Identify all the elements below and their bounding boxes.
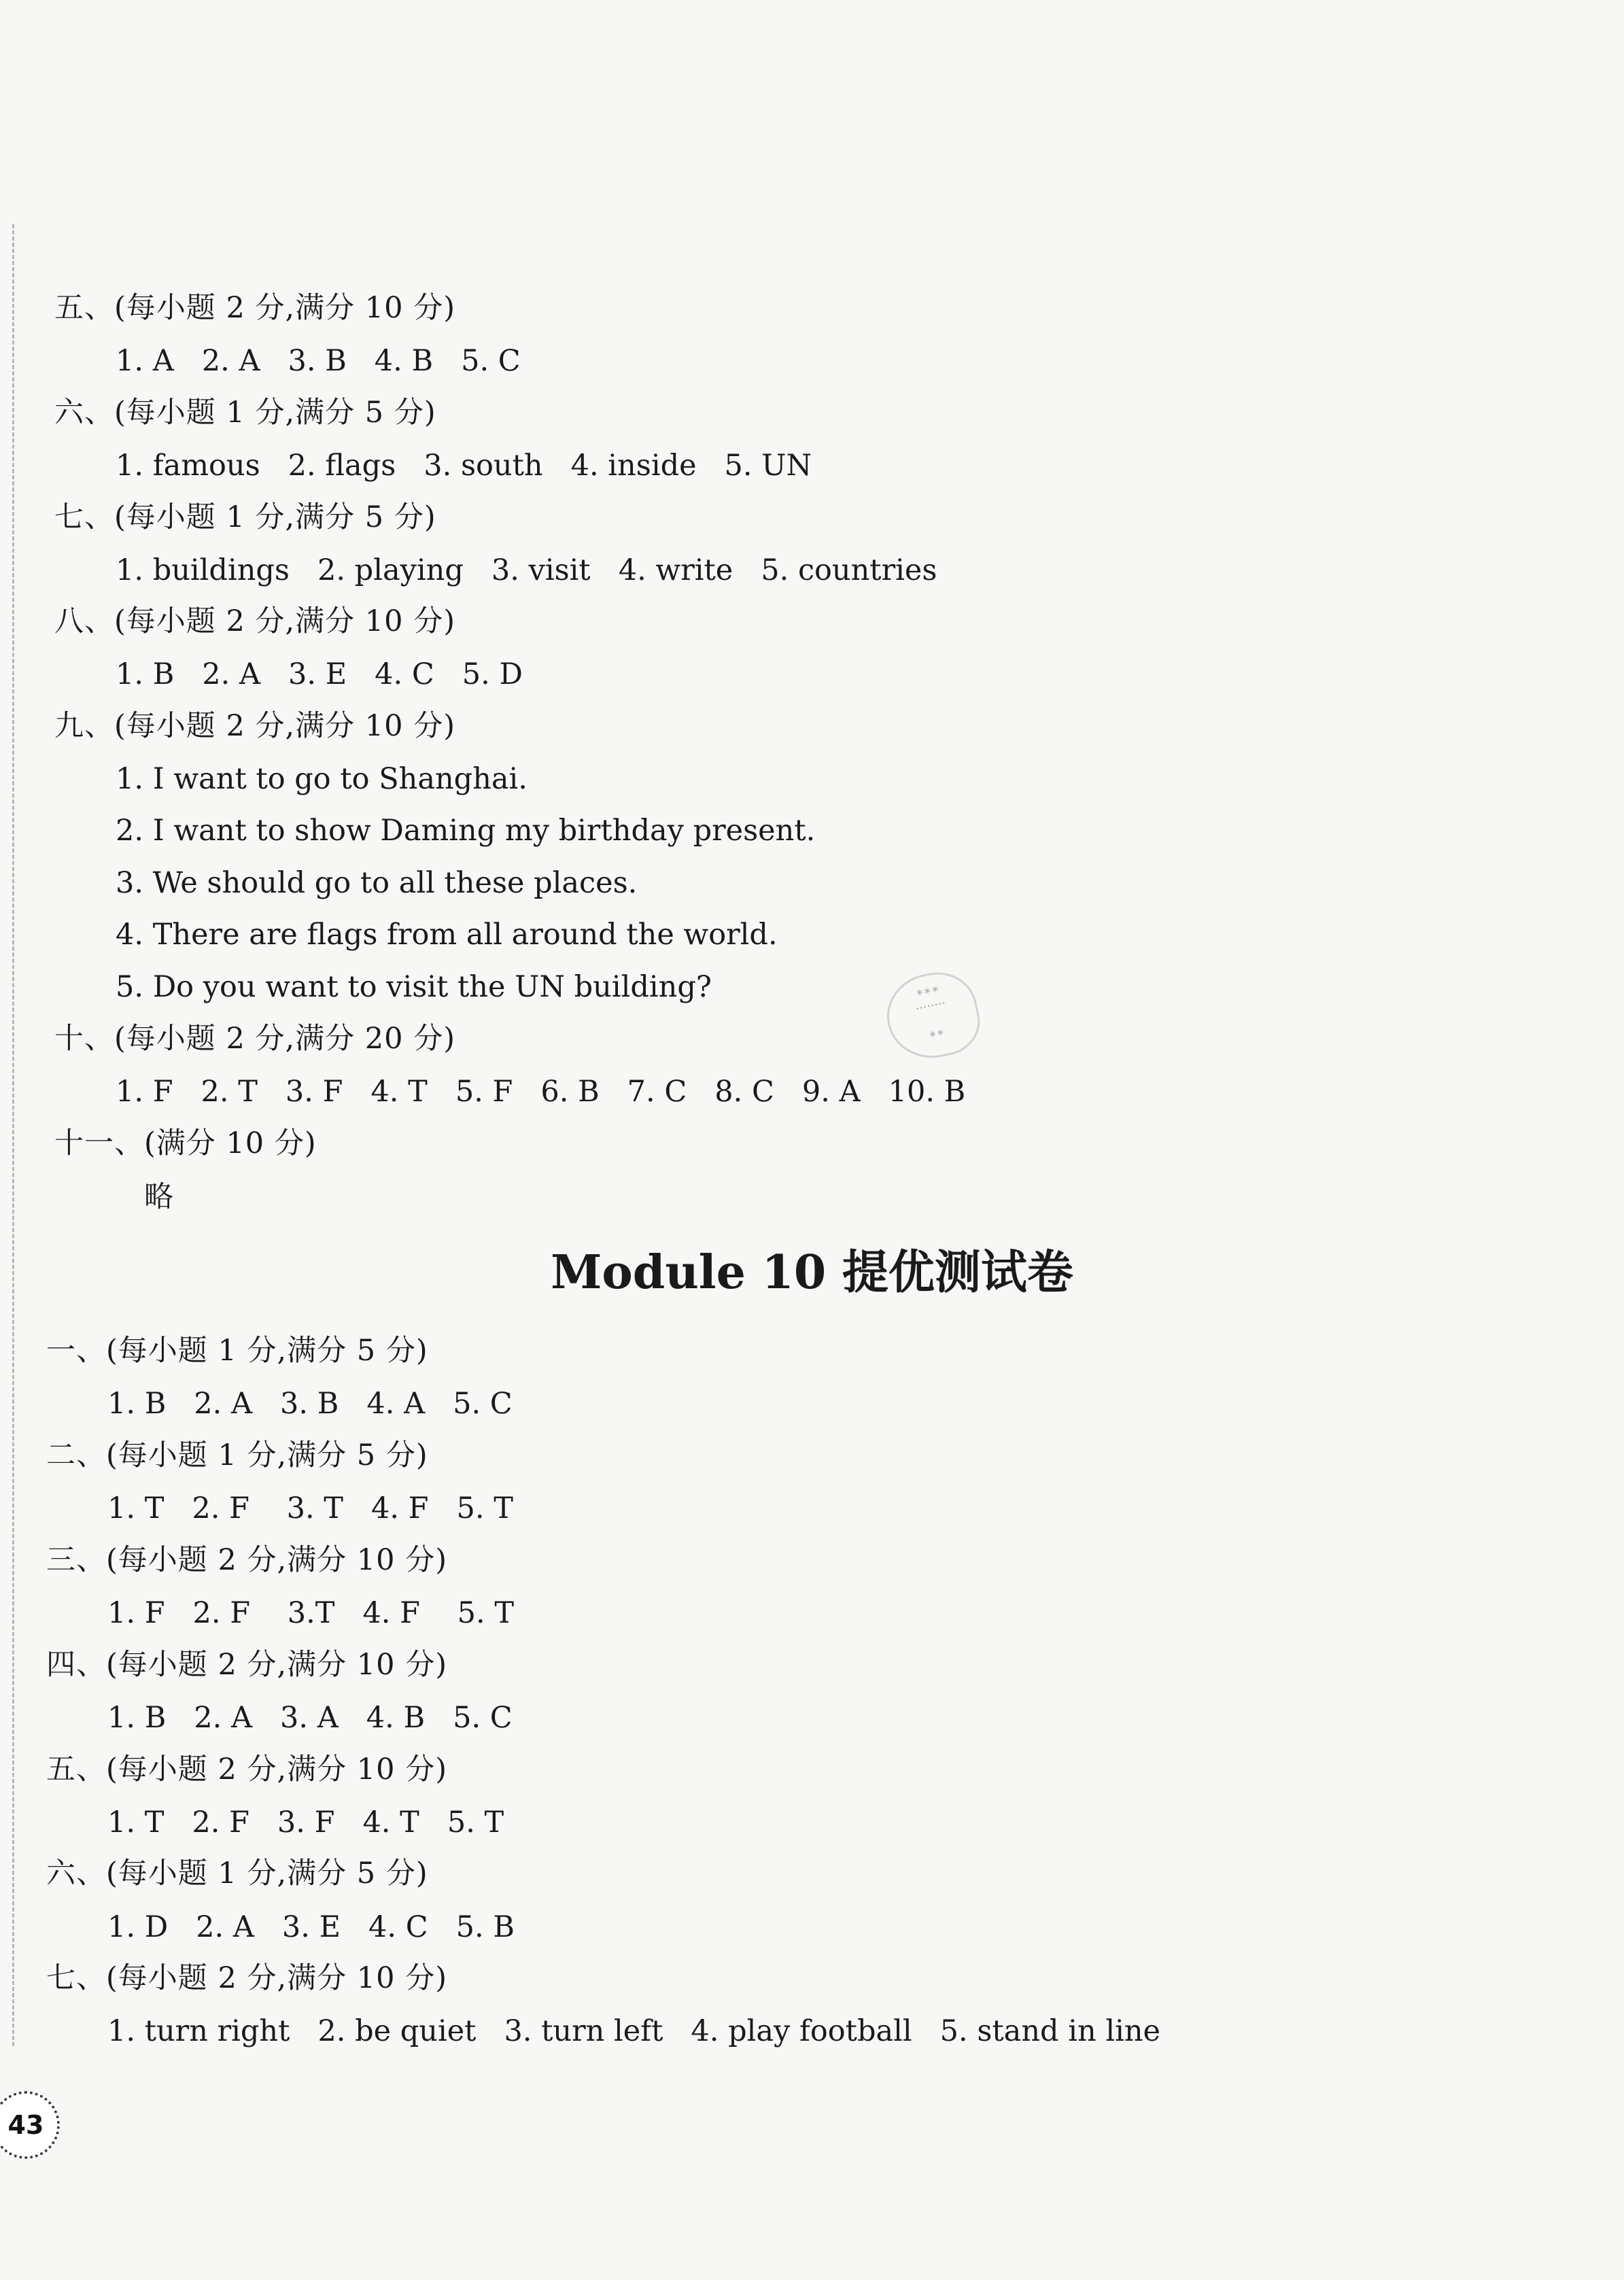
section-heading-3: 三、(每小题 2 分,满分 10 分) xyxy=(46,1543,447,1577)
answer-line: 1. A 2. A 3. B 4. B 5. C xyxy=(116,344,521,378)
section-heading-9: 九、(每小题 2 分,满分 10 分) xyxy=(54,709,455,743)
section-heading-6b: 六、(每小题 1 分,满分 5 分) xyxy=(46,1856,428,1890)
section-heading-7b: 七、(每小题 2 分,满分 10 分) xyxy=(46,1961,447,1995)
page-number: 43 xyxy=(7,2110,44,2140)
section-heading-6: 六、(每小题 1 分,满分 5 分) xyxy=(54,396,436,430)
section-heading-4: 四、(每小题 2 分,满分 10 分) xyxy=(46,1648,447,1682)
section-heading-10: 十、(每小题 2 分,满分 20 分) xyxy=(54,1022,455,1056)
answer-line: 1. F 2. T 3. F 4. T 5. F 6. B 7. C 8. C 9. A 10. B xyxy=(116,1075,966,1109)
answer-sentence: 2. I want to show Daming my birthday present. xyxy=(116,814,816,848)
section-heading-7: 七、(每小题 1 分,满分 5 分) xyxy=(54,500,436,534)
section-heading-8: 八、(每小题 2 分,满分 10 分) xyxy=(54,604,455,638)
section-heading-5: 五、(每小题 2 分,满分 10 分) xyxy=(54,291,455,325)
answer-line: 1. buildings 2. playing 3. visit 4. write 5. countries xyxy=(116,553,937,587)
answer-sentence: 5. Do you want to visit the UN building? xyxy=(116,970,712,1004)
section-heading-5b: 五、(每小题 2 分,满分 10 分) xyxy=(46,1752,447,1786)
answer-line: 1. famous 2. flags 3. south 4. inside 5. UN xyxy=(116,449,812,483)
answer-line: 略 xyxy=(144,1180,173,1214)
page-number-badge xyxy=(0,2091,60,2159)
answer-line: 1. B 2. A 3. A 4. B 5. C xyxy=(107,1701,513,1735)
answer-line: 1. D 2. A 3. E 4. C 5. B xyxy=(107,1910,515,1944)
answer-line: 1. T 2. F 3. F 4. T 5. T xyxy=(107,1806,504,1839)
binding-edge xyxy=(12,224,14,2046)
answer-sentence: 3. We should go to all these places. xyxy=(116,866,638,900)
stamp-watermark: ∗∗∗ ∙∙∙∙∙∙∙∙ ∗∗ xyxy=(880,965,986,1066)
answer-sentence: 4. There are flags from all around the world. xyxy=(116,918,778,952)
answer-line: 1. B 2. A 3. E 4. C 5. D xyxy=(116,657,523,691)
answer-sentence: 1. I want to go to Shanghai. xyxy=(116,762,528,796)
section-heading-2: 二、(每小题 1 分,满分 5 分) xyxy=(46,1438,428,1472)
section-heading-11: 十一、(满分 10 分) xyxy=(54,1126,317,1160)
answer-line: 1. B 2. A 3. B 4. A 5. C xyxy=(107,1387,513,1421)
answer-line: 1. F 2. F 3.T 4. F 5. T xyxy=(107,1596,515,1630)
section-heading-1: 一、(每小题 1 分,满分 5 分) xyxy=(46,1334,428,1368)
answer-line: 1. turn right 2. be quiet 3. turn left 4. play football 5. stand in line xyxy=(107,2014,1160,2048)
module-title: Module 10 提优测试卷 xyxy=(551,1245,1073,1300)
answer-line: 1. T 2. F 3. T 4. F 5. T xyxy=(107,1491,513,1525)
